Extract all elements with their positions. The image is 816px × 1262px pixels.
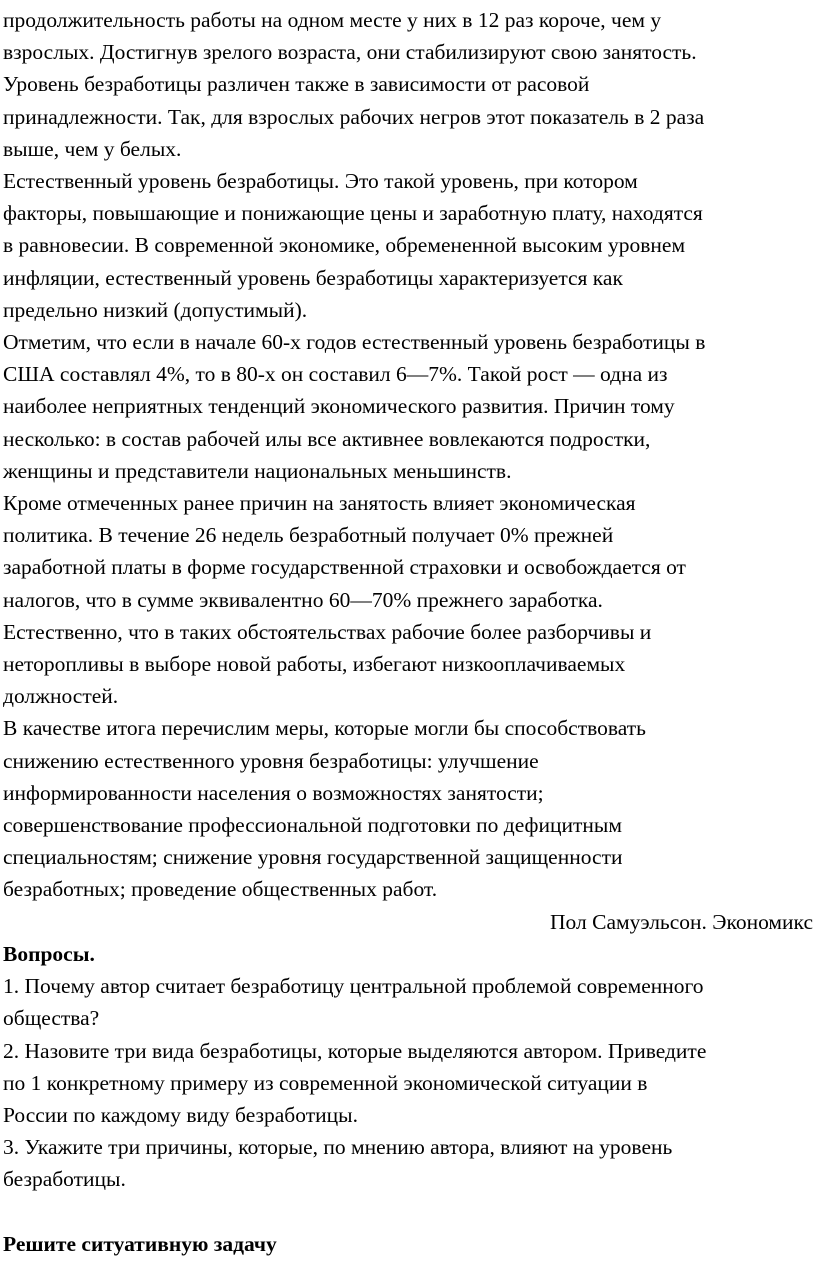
paragraph-natural-unemployment: Естественный уровень безработицы. Это такой уровень, при котором факторы, повышающие и понижающие цены и заработную плату, находятся в равновесии. В современной экономике, обремененной высоким уровнем инфляции, естественный уровень безработицы характеризуется как предельно низкий (допустимый). <box>3 169 703 322</box>
source-attribution: Пол Самуэльсон. Экономикс <box>550 909 813 934</box>
question-1: 1. Почему автор считает безработицу центральной проблемой современного общества? <box>3 974 704 1031</box>
question-3: 3. Укажите три причины, которые, по мнению автора, влияют на уровень безработицы. <box>3 1135 673 1192</box>
question-2: 2. Назовите три вида безработицы, которые выделяются автором. Приведите по 1 конкретному примеру из современной экономической ситуации в России по каждому виду безработицы. <box>3 1038 707 1127</box>
blank-line <box>3 1196 813 1228</box>
paragraph-youth-employment: продолжительность работы на одном месте у них в 12 раз короче, чем у взрослых. Достигнув зрелого возраста, они стабилизируют свою занятость. Уровень безработицы различен также в зависимости от расовой принадлежности. Так, для взрослых рабочих негров этот показатель в 2 раза выше, чем у белых. <box>3 8 705 161</box>
document-page <box>3 4 813 1260</box>
paragraph-usa-rate: Отметим, что если в начале 60-х годов естественный уровень безработицы в США составлял 4%, то в 80-х он составил 6—7%. Такой рост — одна из наиболее неприятных тенденций экономического развития. Причин тому несколько: в состав рабочей илы все активнее вовлекаются подростки, женщины и представители национальных меньшинств. <box>3 330 706 483</box>
task-heading: Решите ситуативную задачу <box>3 1231 277 1256</box>
paragraph-measures: В качестве итога перечислим меры, которые могли бы способствовать снижению естественного уровня безработицы: улучшение информированности населения о возможностях занятости; совершенствование профессиональной подготовки по дефицитным специальностям; снижение уровня государственной защищенности безработных; проведение общественных работ. <box>3 716 646 902</box>
questions-heading: Вопросы. <box>3 941 95 966</box>
paragraph-economic-policy: Кроме отмеченных ранее причин на занятость влияет экономическая политика. В течение 26 недель безработный получает 0% прежней заработной платы в форме государственной страховки и освобождается от налогов, что в сумме эквивалентно 60—70% прежнего заработка. Естественно, что в таких обстоятельствах рабочие более разборчивы и неторопливы в выборе новой работы, избегают низкооплачиваемых должностей. <box>3 491 686 709</box>
